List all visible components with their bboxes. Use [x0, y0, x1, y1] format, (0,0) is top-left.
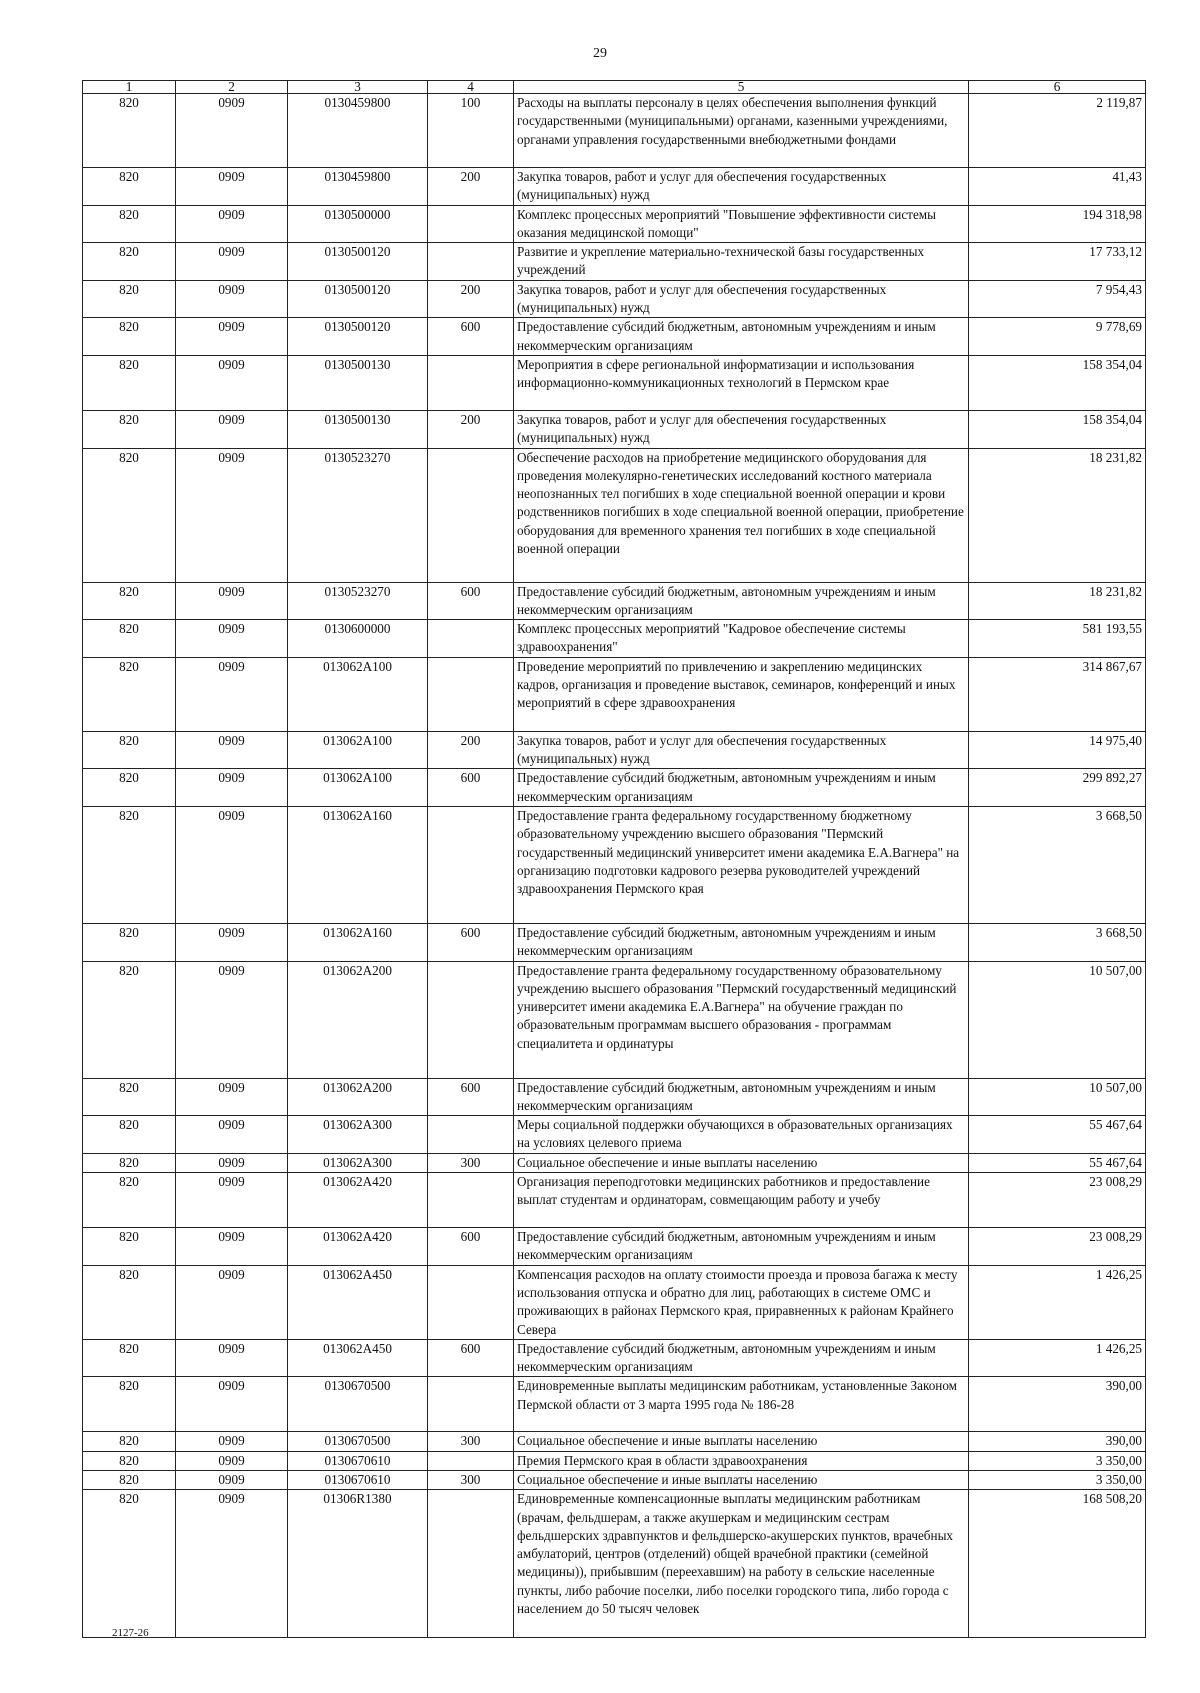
- expense-type-cell: [428, 205, 514, 243]
- target-article-cell: 013062А450: [288, 1339, 428, 1377]
- section-code-cell: 0909: [176, 448, 288, 582]
- description-cell: Закупка товаров, работ и услуг для обеспечения государственных (муниципальных) нужд: [514, 280, 969, 318]
- section-code-cell: 0909: [176, 1339, 288, 1377]
- admin-code-cell: 820: [83, 1265, 176, 1339]
- expense-type-cell: [428, 1377, 514, 1432]
- section-code-cell: 0909: [176, 961, 288, 1078]
- target-article-cell: 013062А160: [288, 806, 428, 923]
- expense-type-cell: [428, 961, 514, 1078]
- amount-cell: 1 426,25: [969, 1265, 1146, 1339]
- target-article-cell: 0130670610: [288, 1451, 428, 1470]
- expense-type-cell: 600: [428, 318, 514, 356]
- expense-type-cell: 200: [428, 280, 514, 318]
- admin-code-cell: 820: [83, 620, 176, 658]
- admin-code-cell: 820: [83, 1078, 176, 1116]
- admin-code-cell: 820: [83, 1451, 176, 1470]
- admin-code-cell: 820: [83, 280, 176, 318]
- budget-table: [82, 80, 1146, 1638]
- table-row: [83, 1451, 1146, 1470]
- table-row: [83, 410, 1146, 448]
- admin-code-cell: 820: [83, 657, 176, 731]
- target-article-cell: 0130523270: [288, 582, 428, 620]
- admin-code-cell: 820: [83, 769, 176, 807]
- admin-code-cell: 820: [83, 1116, 176, 1154]
- target-article-cell: 013062А420: [288, 1228, 428, 1266]
- description-cell: Предоставление гранта федеральному государственному бюджетному образовательному учреждению высшего образования "Пермский государственный медицинский университет имени академика Е.А.Вагнера" на организацию подготовки кадрового резерва руководителей учреждений здравоохранения Пермского края: [514, 806, 969, 923]
- table-row: [83, 448, 1146, 582]
- description-cell: Премия Пермского края в области здравоохранения: [514, 1451, 969, 1470]
- amount-cell: 3 668,50: [969, 806, 1146, 923]
- description-cell: Социальное обеспечение и иные выплаты населению: [514, 1153, 969, 1172]
- section-code-cell: 0909: [176, 657, 288, 731]
- table-row: [83, 961, 1146, 1078]
- amount-cell: 299 892,27: [969, 769, 1146, 807]
- amount-cell: 1 426,25: [969, 1339, 1146, 1377]
- target-article-cell: 0130500130: [288, 410, 428, 448]
- table-header-row: [83, 81, 1146, 94]
- table-row: [83, 205, 1146, 243]
- description-cell: Предоставление субсидий бюджетным, автономным учреждениям и иным некоммерческим организациям: [514, 1339, 969, 1377]
- expense-type-cell: [428, 243, 514, 281]
- description-cell: Закупка товаров, работ и услуг для обеспечения государственных (муниципальных) нужд: [514, 410, 969, 448]
- target-article-cell: 0130459800: [288, 94, 428, 168]
- column-header: 4: [428, 81, 514, 94]
- column-header: 3: [288, 81, 428, 94]
- section-code-cell: 0909: [176, 1377, 288, 1432]
- admin-code-cell: 820: [83, 205, 176, 243]
- description-cell: Комплекс процессных мероприятий "Кадровое обеспечение системы здравоохранения": [514, 620, 969, 658]
- admin-code-cell: 820: [83, 448, 176, 582]
- admin-code-cell: 820: [83, 1173, 176, 1228]
- table-row: [83, 94, 1146, 168]
- amount-cell: 23 008,29: [969, 1173, 1146, 1228]
- section-code-cell: 0909: [176, 806, 288, 923]
- expense-type-cell: 300: [428, 1470, 514, 1489]
- amount-cell: 14 975,40: [969, 731, 1146, 769]
- table-row: [83, 1432, 1146, 1451]
- expense-type-cell: 600: [428, 923, 514, 961]
- admin-code-cell: 820: [83, 1153, 176, 1172]
- expense-type-cell: 200: [428, 410, 514, 448]
- admin-code-cell: 820: [83, 961, 176, 1078]
- expense-type-cell: 600: [428, 1339, 514, 1377]
- amount-cell: 390,00: [969, 1432, 1146, 1451]
- section-code-cell: 0909: [176, 205, 288, 243]
- amount-cell: 3 350,00: [969, 1470, 1146, 1489]
- section-code-cell: 0909: [176, 280, 288, 318]
- table-row: [83, 582, 1146, 620]
- table-row: [83, 243, 1146, 281]
- description-cell: Расходы на выплаты персоналу в целях обеспечения выполнения функций государственными (муниципальными) органами, казенными учреждениями, органами управления государственными внебюджетными фондами: [514, 94, 969, 168]
- expense-type-cell: [428, 1173, 514, 1228]
- target-article-cell: 0130500130: [288, 355, 428, 410]
- admin-code-cell: 820: [83, 410, 176, 448]
- description-cell: Меры социальной поддержки обучающихся в образовательных организациях на условиях целевого приема: [514, 1116, 969, 1154]
- section-code-cell: 0909: [176, 731, 288, 769]
- target-article-cell: 0130459800: [288, 168, 428, 206]
- target-article-cell: 0130670610: [288, 1470, 428, 1489]
- expense-type-cell: [428, 1451, 514, 1470]
- table-row: [83, 1377, 1146, 1432]
- amount-cell: 194 318,98: [969, 205, 1146, 243]
- section-code-cell: 0909: [176, 923, 288, 961]
- expense-type-cell: [428, 355, 514, 410]
- section-code-cell: 0909: [176, 168, 288, 206]
- admin-code-cell: 820: [83, 731, 176, 769]
- admin-code-cell: 820: [83, 1490, 176, 1638]
- expense-type-cell: 600: [428, 1228, 514, 1266]
- admin-code-cell: 820: [83, 1470, 176, 1489]
- target-article-cell: 0130523270: [288, 448, 428, 582]
- amount-cell: 9 778,69: [969, 318, 1146, 356]
- table-row: [83, 1228, 1146, 1266]
- column-header: 1: [83, 81, 176, 94]
- table-row: [83, 731, 1146, 769]
- section-code-cell: 0909: [176, 620, 288, 658]
- description-cell: Единовременные компенсационные выплаты медицинским работникам (врачам, фельдшерам, а также акушеркам и медицинским сестрам фельдшерских здравпунктов и фельдшерско-акушерских пунктов, врачебных амбулаторий, центров (отделений) общей врачебной практики (семейной медицины)), прибывшим (переехавшим) на работу в сельские населенные пункты, либо рабочие поселки, либо поселки городского типа, либо города с населением до 50 тысяч человек: [514, 1490, 969, 1638]
- table-row: [83, 620, 1146, 658]
- target-article-cell: 01306R1380: [288, 1490, 428, 1638]
- target-article-cell: 013062А300: [288, 1116, 428, 1154]
- expense-type-cell: 300: [428, 1153, 514, 1172]
- amount-cell: 314 867,67: [969, 657, 1146, 731]
- table-row: [83, 318, 1146, 356]
- admin-code-cell: 820: [83, 923, 176, 961]
- expense-type-cell: [428, 1490, 514, 1638]
- target-article-cell: 0130670500: [288, 1377, 428, 1432]
- page-number: 29: [593, 46, 607, 61]
- table-row: [83, 769, 1146, 807]
- target-article-cell: 0130500120: [288, 318, 428, 356]
- expense-type-cell: 200: [428, 731, 514, 769]
- amount-cell: 10 507,00: [969, 961, 1146, 1078]
- description-cell: Единовременные выплаты медицинским работникам, установленные Законом Пермской области от 3 марта 1995 года № 186-28: [514, 1377, 969, 1432]
- amount-cell: 10 507,00: [969, 1078, 1146, 1116]
- table-row: [83, 355, 1146, 410]
- target-article-cell: 013062А450: [288, 1265, 428, 1339]
- admin-code-cell: 820: [83, 243, 176, 281]
- expense-type-cell: [428, 1265, 514, 1339]
- target-article-cell: 0130500000: [288, 205, 428, 243]
- admin-code-cell: 820: [83, 355, 176, 410]
- expense-type-cell: [428, 448, 514, 582]
- amount-cell: 23 008,29: [969, 1228, 1146, 1266]
- section-code-cell: 0909: [176, 1451, 288, 1470]
- amount-cell: 18 231,82: [969, 448, 1146, 582]
- description-cell: Проведение мероприятий по привлечению и закреплению медицинских кадров, организация и проведение выставок, семинаров, конференций и иных мероприятий в сфере здравоохранения: [514, 657, 969, 731]
- description-cell: Обеспечение расходов на приобретение медицинского оборудования для проведения молекулярно-генетических исследований костного материала неопознанных тел погибших в ходе специальной военной операции и крови родственников погибших в ходе специальной военной операции, приобретение оборудования для временного хранения тел погибших в ходе специальной военной операции: [514, 448, 969, 582]
- target-article-cell: 013062А420: [288, 1173, 428, 1228]
- amount-cell: 158 354,04: [969, 410, 1146, 448]
- section-code-cell: 0909: [176, 1153, 288, 1172]
- table-row: [83, 1470, 1146, 1489]
- target-article-cell: 013062А300: [288, 1153, 428, 1172]
- expense-type-cell: 600: [428, 1078, 514, 1116]
- description-cell: Мероприятия в сфере региональной информатизации и использования информационно-коммуникационных технологий в Пермском крае: [514, 355, 969, 410]
- section-code-cell: 0909: [176, 318, 288, 356]
- description-cell: Предоставление субсидий бюджетным, автономным учреждениям и иным некоммерческим организациям: [514, 1228, 969, 1266]
- amount-cell: 158 354,04: [969, 355, 1146, 410]
- description-cell: Предоставление субсидий бюджетным, автономным учреждениям и иным некоммерческим организациям: [514, 769, 969, 807]
- description-cell: Закупка товаров, работ и услуг для обеспечения государственных (муниципальных) нужд: [514, 168, 969, 206]
- table-row: [83, 1153, 1146, 1172]
- column-header: 5: [514, 81, 969, 94]
- admin-code-cell: 820: [83, 168, 176, 206]
- target-article-cell: 013062А200: [288, 1078, 428, 1116]
- admin-code-cell: 820: [83, 94, 176, 168]
- expense-type-cell: 600: [428, 769, 514, 807]
- section-code-cell: 0909: [176, 1078, 288, 1116]
- description-cell: Социальное обеспечение и иные выплаты населению: [514, 1432, 969, 1451]
- target-article-cell: 013062А160: [288, 923, 428, 961]
- section-code-cell: 0909: [176, 410, 288, 448]
- description-cell: Организация переподготовки медицинских работников и предоставление выплат студентам и ординаторам, совмещающим работу и учебу: [514, 1173, 969, 1228]
- amount-cell: 581 193,55: [969, 620, 1146, 658]
- target-article-cell: 013062А200: [288, 961, 428, 1078]
- amount-cell: 7 954,43: [969, 280, 1146, 318]
- description-cell: Предоставление субсидий бюджетным, автономным учреждениям и иным некоммерческим организациям: [514, 1078, 969, 1116]
- description-cell: Компенсация расходов на оплату стоимости проезда и провоза багажа к месту использования отпуска и обратно для лиц, работающих в системе ОМС и проживающих в районах Пермского края, приравненных к районам Крайнего Севера: [514, 1265, 969, 1339]
- amount-cell: 18 231,82: [969, 582, 1146, 620]
- table-row: [83, 657, 1146, 731]
- description-cell: Предоставление субсидий бюджетным, автономным учреждениям и иным некоммерческим организациям: [514, 923, 969, 961]
- table-row: [83, 1265, 1146, 1339]
- description-cell: Предоставление гранта федеральному государственному образовательному учреждению высшего образования "Пермский государственный медицинский университет имени академика Е.А.Вагнера" на обучение граждан по образовательным программам высшего образования - программам специалитета и ординатуры: [514, 961, 969, 1078]
- table-row: [83, 1490, 1146, 1638]
- table-row: [83, 168, 1146, 206]
- amount-cell: 2 119,87: [969, 94, 1146, 168]
- expense-type-cell: [428, 806, 514, 923]
- section-code-cell: 0909: [176, 355, 288, 410]
- expense-type-cell: 200: [428, 168, 514, 206]
- admin-code-cell: 820: [83, 582, 176, 620]
- section-code-cell: 0909: [176, 1228, 288, 1266]
- target-article-cell: 0130500120: [288, 243, 428, 281]
- section-code-cell: 0909: [176, 1490, 288, 1638]
- amount-cell: 55 467,64: [969, 1116, 1146, 1154]
- expense-type-cell: 300: [428, 1432, 514, 1451]
- document-code: 2127-26: [112, 1627, 149, 1639]
- target-article-cell: 0130600000: [288, 620, 428, 658]
- amount-cell: 17 733,12: [969, 243, 1146, 281]
- section-code-cell: 0909: [176, 769, 288, 807]
- amount-cell: 3 668,50: [969, 923, 1146, 961]
- description-cell: Развитие и укрепление материально-технической базы государственных учреждений: [514, 243, 969, 281]
- admin-code-cell: 820: [83, 1432, 176, 1451]
- description-cell: Предоставление субсидий бюджетным, автономным учреждениям и иным некоммерческим организациям: [514, 318, 969, 356]
- section-code-cell: 0909: [176, 1173, 288, 1228]
- table-row: [83, 1078, 1146, 1116]
- amount-cell: 55 467,64: [969, 1153, 1146, 1172]
- description-cell: Предоставление субсидий бюджетным, автономным учреждениям и иным некоммерческим организациям: [514, 582, 969, 620]
- section-code-cell: 0909: [176, 1470, 288, 1489]
- target-article-cell: 0130500120: [288, 280, 428, 318]
- column-header: 6: [969, 81, 1146, 94]
- target-article-cell: 0130670500: [288, 1432, 428, 1451]
- section-code-cell: 0909: [176, 1432, 288, 1451]
- expense-type-cell: [428, 657, 514, 731]
- section-code-cell: 0909: [176, 1116, 288, 1154]
- admin-code-cell: 820: [83, 1228, 176, 1266]
- table-row: [83, 1116, 1146, 1154]
- admin-code-cell: 820: [83, 318, 176, 356]
- expense-type-cell: 600: [428, 582, 514, 620]
- description-cell: Социальное обеспечение и иные выплаты населению: [514, 1470, 969, 1489]
- expense-type-cell: 100: [428, 94, 514, 168]
- target-article-cell: 013062А100: [288, 769, 428, 807]
- column-header: 2: [176, 81, 288, 94]
- table-row: [83, 1173, 1146, 1228]
- section-code-cell: 0909: [176, 243, 288, 281]
- expense-type-cell: [428, 1116, 514, 1154]
- amount-cell: 390,00: [969, 1377, 1146, 1432]
- admin-code-cell: 820: [83, 806, 176, 923]
- expense-type-cell: [428, 620, 514, 658]
- table-row: [83, 923, 1146, 961]
- description-cell: Комплекс процессных мероприятий "Повышение эффективности системы оказания медицинской помощи": [514, 205, 969, 243]
- description-cell: Закупка товаров, работ и услуг для обеспечения государственных (муниципальных) нужд: [514, 731, 969, 769]
- table-row: [83, 806, 1146, 923]
- section-code-cell: 0909: [176, 1265, 288, 1339]
- table-row: [83, 1339, 1146, 1377]
- admin-code-cell: 820: [83, 1377, 176, 1432]
- target-article-cell: 013062А100: [288, 657, 428, 731]
- admin-code-cell: 820: [83, 1339, 176, 1377]
- amount-cell: 3 350,00: [969, 1451, 1146, 1470]
- amount-cell: 41,43: [969, 168, 1146, 206]
- table-row: [83, 280, 1146, 318]
- section-code-cell: 0909: [176, 94, 288, 168]
- target-article-cell: 013062А100: [288, 731, 428, 769]
- section-code-cell: 0909: [176, 582, 288, 620]
- amount-cell: 168 508,20: [969, 1490, 1146, 1638]
